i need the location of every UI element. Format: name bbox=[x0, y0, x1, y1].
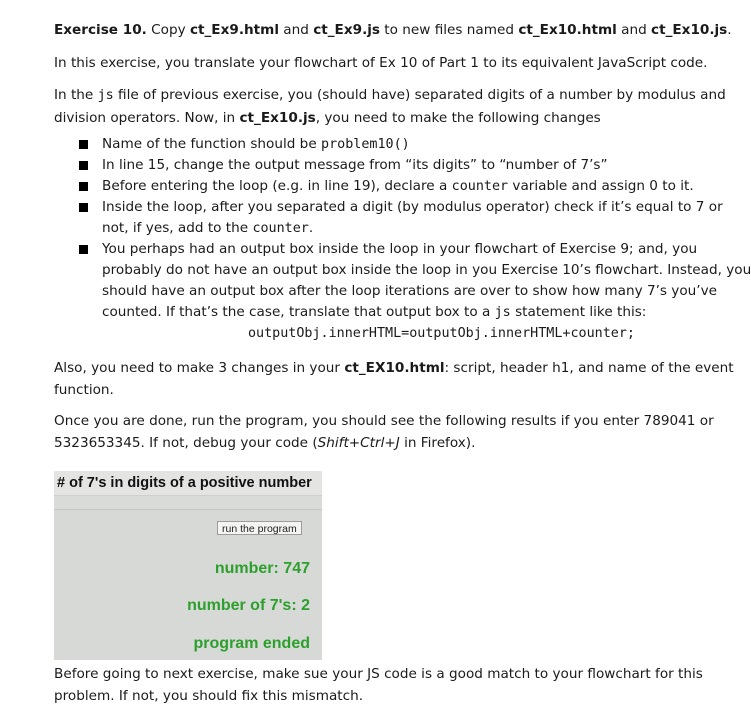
text: You perhaps had an output box inside the loop in your flowchart of Exercise 9; and, you bbox=[102, 241, 698, 257]
list-item bbox=[54, 197, 723, 239]
output-number: number: 747 bbox=[214, 560, 310, 577]
program-header: # of 7's in digits of a positive number bbox=[54, 471, 322, 496]
exercise-heading bbox=[54, 19, 732, 41]
html-changes-paragraph bbox=[54, 357, 734, 401]
output-count: number of 7's: 2 bbox=[187, 597, 310, 614]
text: to new files named bbox=[379, 22, 519, 38]
filename: ct_Ex10.html bbox=[518, 22, 617, 38]
text: Before going to next exercise, make sue your JS code is a good match to your flowchart for this bbox=[54, 666, 703, 682]
text: and bbox=[278, 22, 314, 38]
filename: ct_EX10.html bbox=[344, 360, 445, 376]
list-item bbox=[54, 134, 716, 155]
intro-paragraph: In this exercise, you translate your flowchart of Ex 10 of Part 1 to its equivalent JavaScript code. bbox=[54, 55, 708, 71]
text: Inside the loop, after you separated a digit (by modulus operator) check if it’s equal to 7 or bbox=[102, 199, 723, 215]
text: not, if yes, add to the bbox=[102, 220, 253, 236]
text: . bbox=[727, 22, 732, 38]
bullet-square-icon bbox=[79, 161, 88, 170]
text: and bbox=[616, 22, 652, 38]
text: division operators. Now, in bbox=[54, 110, 240, 126]
text: problem. If not, you should fix this mismatch. bbox=[54, 688, 364, 704]
text: Before entering the loop (e.g. in line 19), declare a bbox=[102, 178, 452, 194]
filename: ct_Ex9.html bbox=[189, 22, 279, 38]
program-body bbox=[54, 509, 322, 660]
text: In the bbox=[54, 87, 98, 103]
text: . bbox=[308, 220, 314, 236]
inline-code: counter bbox=[252, 221, 309, 236]
text: counted. If that’s the case, translate that output box to a bbox=[102, 304, 495, 320]
filename: ct_Ex10.js bbox=[651, 22, 728, 38]
inline-code: js bbox=[494, 305, 511, 320]
inline-code: js bbox=[97, 88, 114, 103]
text: Also, you need to make 3 changes in your bbox=[54, 360, 345, 376]
text: Once you are done, run the program, you should see the following results if you enter 789041 or bbox=[54, 413, 714, 429]
changes-list bbox=[54, 134, 751, 344]
list-item bbox=[54, 239, 751, 323]
text: , you need to make the following changes bbox=[315, 110, 601, 126]
exercise-label: Exercise 10. bbox=[54, 22, 147, 38]
bullet-square-icon bbox=[79, 140, 88, 149]
bullet-square-icon bbox=[79, 203, 88, 212]
run-instructions-paragraph bbox=[54, 410, 714, 454]
text: : script, header h1, and name of the event bbox=[444, 360, 734, 376]
list-item bbox=[54, 176, 716, 197]
list-item bbox=[54, 155, 716, 176]
instructions-paragraph bbox=[54, 84, 726, 129]
filename: ct_Ex10.js bbox=[239, 110, 316, 126]
text: Copy bbox=[146, 22, 190, 38]
code-statement: outputObj.innerHTML=outputObj.innerHTML+counter; bbox=[248, 326, 635, 341]
output-ended: program ended bbox=[193, 635, 310, 652]
program-screenshot bbox=[54, 471, 322, 653]
code-line bbox=[54, 323, 716, 344]
text: variable and assign 0 to it. bbox=[508, 178, 694, 194]
text: function. bbox=[54, 382, 114, 398]
keyboard-shortcut: Shift+Ctrl+J bbox=[317, 435, 400, 451]
inline-code: problem10() bbox=[321, 137, 410, 152]
inline-code: counter bbox=[451, 179, 509, 194]
text: statement like this: bbox=[510, 304, 647, 320]
closing-paragraph bbox=[54, 663, 714, 707]
text: file of previous exercise, you (should have) separated digits of a number by modulus and bbox=[113, 87, 726, 103]
filename: ct_Ex9.js bbox=[313, 22, 380, 38]
text: should have an output box after the loop iterations are over to show how many 7’s you’ve bbox=[102, 283, 718, 299]
bullet-square-icon bbox=[79, 245, 88, 254]
bullet-square-icon bbox=[79, 182, 88, 191]
text: probably do not have an output box inside the loop in you Exercise 10’s flowchart. Instead, you bbox=[102, 262, 751, 278]
text: 5323653345. If not, debug your code ( bbox=[54, 435, 318, 451]
text: in Firefox). bbox=[399, 435, 476, 451]
text: In line 15, change the output message from “its digits” to “number of 7’s” bbox=[102, 157, 608, 173]
text: Name of the function should be bbox=[102, 136, 322, 152]
run-program-button[interactable]: run the program bbox=[217, 521, 302, 535]
